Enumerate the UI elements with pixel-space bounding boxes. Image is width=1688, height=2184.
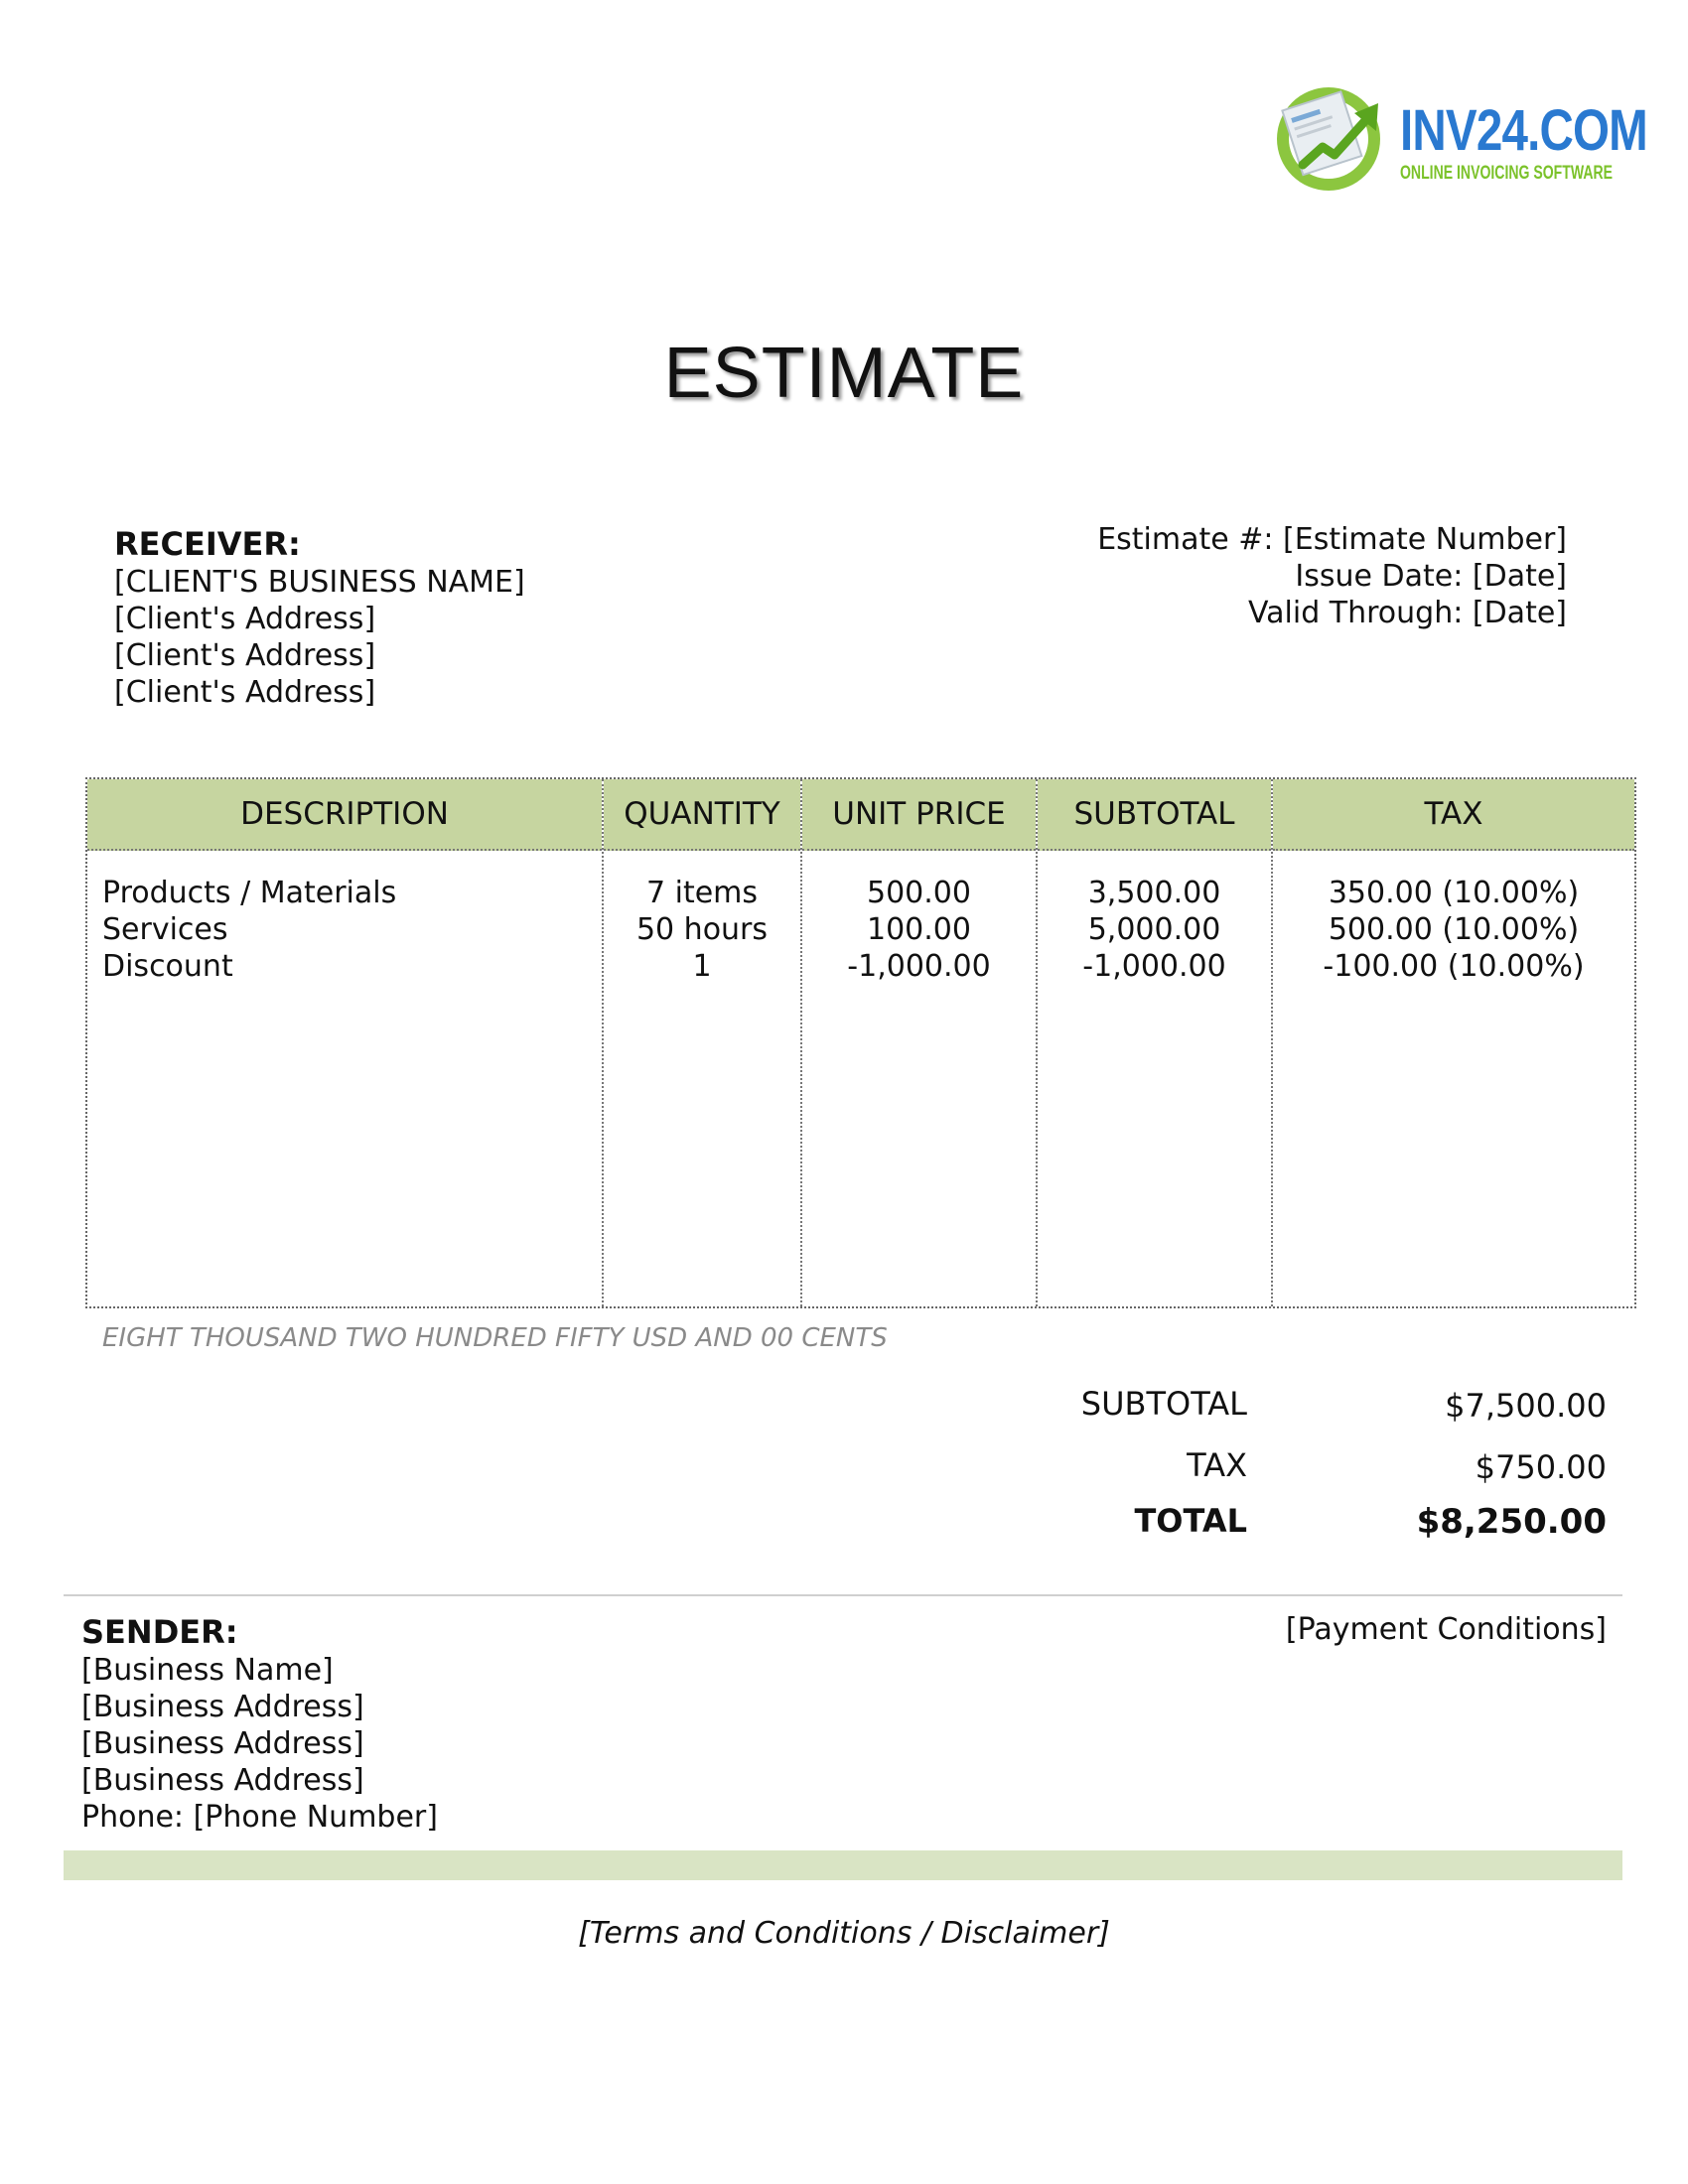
cell-unit-price: 500.00 <box>867 876 971 910</box>
cell-unit-price: 100.00 <box>867 912 971 947</box>
cell-quantity: 50 hours <box>635 912 769 947</box>
column-tax <box>1273 779 1634 1306</box>
sender-phone: Phone: [Phone Number] <box>81 1800 438 1835</box>
issue-date: Issue Date: [Date] <box>1295 559 1567 594</box>
tax-label: TAX <box>1187 1446 1247 1484</box>
logo-tagline: ONLINE INVOICING SOFTWARE <box>1400 163 1614 184</box>
column-subtotal <box>1038 779 1273 1306</box>
cell-subtotal: -1,000.00 <box>1082 949 1226 984</box>
cell-unit-price: -1,000.00 <box>847 949 991 984</box>
receiver-address-line: [Client's Address] <box>114 638 376 673</box>
cell-quantity: 1 <box>692 949 712 984</box>
cell-description: Products / Materials <box>102 876 397 910</box>
sender-heading: SENDER: <box>81 1613 238 1651</box>
column-quantity <box>604 779 802 1306</box>
tax-value: $750.00 <box>1475 1448 1607 1486</box>
logo-name: INV24.COM <box>1400 98 1647 163</box>
header-subtotal: SUBTOTAL <box>1038 779 1271 851</box>
header-tax: TAX <box>1273 779 1634 851</box>
column-description <box>87 779 604 1306</box>
cell-tax: 500.00 (10.00%) <box>1328 912 1580 947</box>
cell-quantity: 7 items <box>645 876 759 910</box>
estimate-number: Estimate #: [Estimate Number] <box>1097 522 1567 557</box>
invoice-growth-icon <box>1273 77 1392 195</box>
subtotal-label: SUBTOTAL <box>1080 1385 1247 1423</box>
cell-subtotal: 5,000.00 <box>1087 912 1221 947</box>
receiver-address-line: [Client's Address] <box>114 675 376 710</box>
payment-conditions: [Payment Conditions] <box>1285 1612 1607 1647</box>
receiver-address-line: [Client's Address] <box>114 602 376 636</box>
sender-address-line: [Business Address] <box>81 1690 364 1724</box>
terms-and-conditions: [Terms and Conditions / Disclaimer] <box>578 1916 1110 1951</box>
cell-description: Services <box>102 912 228 947</box>
cell-tax: 350.00 (10.00%) <box>1328 876 1580 910</box>
total-label: TOTAL <box>1134 1502 1247 1540</box>
subtotal-value: $7,500.00 <box>1445 1387 1607 1425</box>
receiver-business-name: [CLIENT'S BUSINESS NAME] <box>114 565 525 600</box>
column-unit-price <box>802 779 1038 1306</box>
document-title: ESTIMATE <box>663 334 1025 413</box>
sender-block <box>81 1612 438 1836</box>
footer-bar <box>64 1850 1622 1880</box>
sender-business-name: [Business Name] <box>81 1653 334 1688</box>
company-logo <box>1273 77 1647 195</box>
estimate-meta <box>1097 521 1567 631</box>
cell-subtotal: 3,500.00 <box>1087 876 1221 910</box>
cell-description: Discount <box>102 949 233 984</box>
cell-tax: -100.00 (10.00%) <box>1323 949 1585 984</box>
total-value: $8,250.00 <box>1416 1502 1607 1542</box>
section-divider <box>64 1594 1622 1596</box>
sender-address-line: [Business Address] <box>81 1726 364 1761</box>
receiver-heading: RECEIVER: <box>114 525 301 563</box>
header-unit-price: UNIT PRICE <box>802 779 1036 851</box>
header-description: DESCRIPTION <box>87 779 602 851</box>
sender-address-line: [Business Address] <box>81 1763 364 1798</box>
line-items-table <box>85 777 1636 1308</box>
receiver-block <box>114 524 525 711</box>
valid-through: Valid Through: [Date] <box>1247 596 1567 630</box>
header-quantity: QUANTITY <box>604 779 800 851</box>
amount-in-words: EIGHT THOUSAND TWO HUNDRED FIFTY USD AND 00 CENTS <box>102 1323 888 1353</box>
